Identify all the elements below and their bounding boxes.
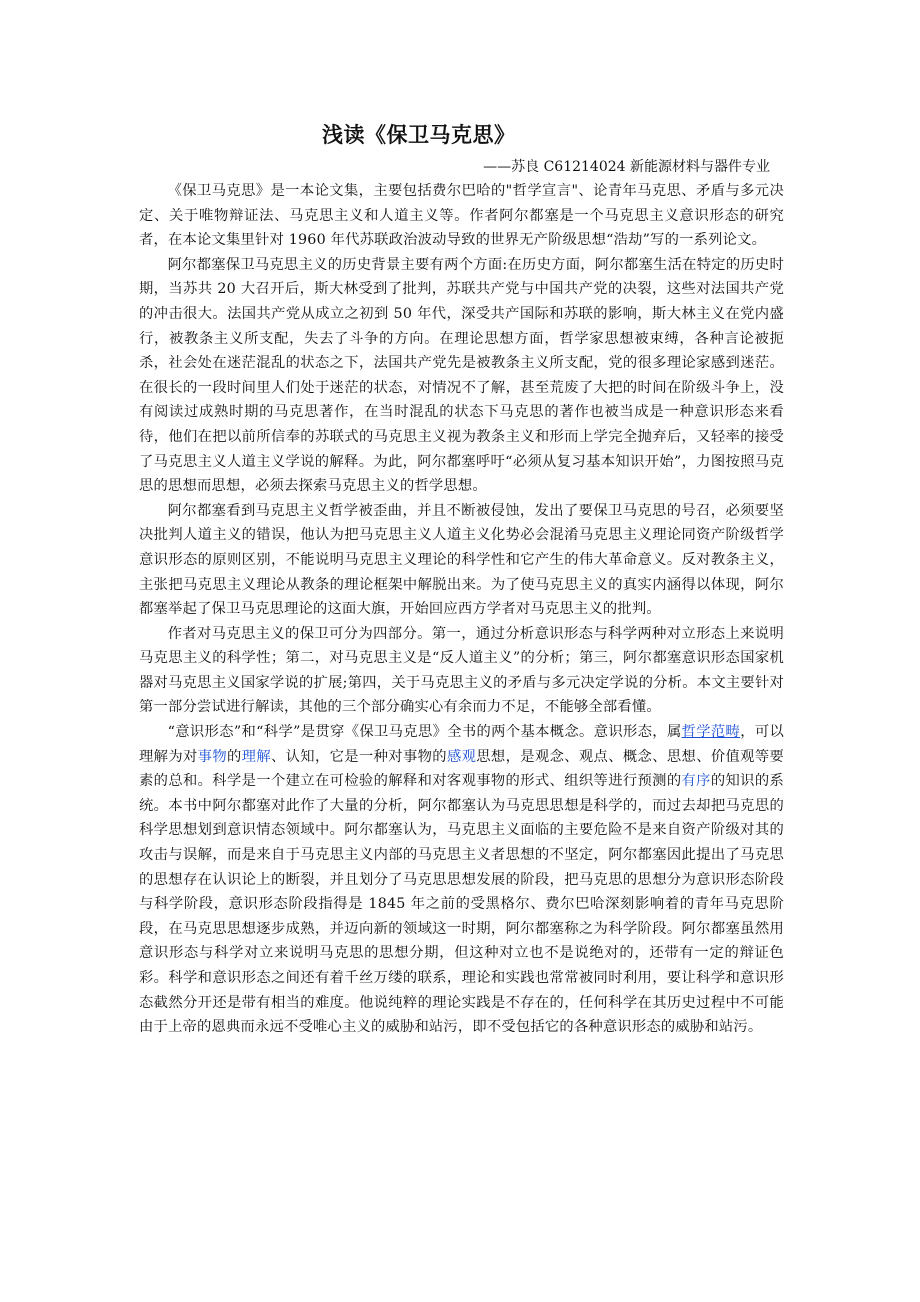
paragraph-four-parts: 作者对马克思主义的保卫可分为四部分。第一，通过分析意识形态与科学两种对立形态上来说明马克思主义的科学性；第二，对马克思主义是“反人道主义”的分析；第三，阿尔都塞意识形态国家机器对马克思主义国家学说的扩展;第四，关于马克思主义的矛盾与多元决定学说的分析。本文主要针对第一部分尝试进行解读，其他的三个部分确实心有余而力不足，不能够全部看懂。 (139, 625, 784, 716)
paragraph-defense-call: 阿尔都塞看到马克思主义哲学被歪曲，并且不断被侵蚀，发出了要保卫马克思的号召，必须要坚决批判人道主义的错误，他认为把马克思主义人道主义化势必会混淆马克思主义理论同资产阶级哲学意识形态的原则区别，不能说明马克思主义理论的科学性和它产生的伟大革命意义。反对教条主义，主张把马克思主义理论从教条的理论框架中解脱出来。为了使马克思主义的真实内涵得以体现，阿尔都塞举起了保卫马克思理论的这面大旗，开始回应西方学者对马克思主义的批判。 (139, 502, 784, 618)
paragraph-intro: 《保卫马克思》是一本论文集，主要包括费尔巴哈的"哲学宣言"、论青年马克思、矛盾与多元决定、关于唯物辩证法、马克思主义和人道主义等。作者阿尔都塞是一个马克思主义意识形态的研究者，在本论文集里针对 1960 年代苏联政治波动导致的世界无产阶级思想“浩劫”写的一系列论文。 (139, 183, 784, 249)
link-perception[interactable]: 感观 (446, 748, 477, 765)
link-ordered[interactable]: 有序 (681, 773, 711, 790)
text-segment: 的知识的系统。本书中阿尔都塞对此作了大量的分析，阿尔都塞认为马克思思想是科学的，而过去却把马克思的科学思想划到意识情态领域中。阿尔都塞认为，马克思主义面临的主要危险不是来自资产阶级对其的攻击与误解，而是来自于马克思主义内部的马克思主义者思想的不坚定，阿尔都塞因此提出了马克思的思想存在认识论上的断裂，并且划分了马克思思想发展的阶段，把马克思的思想分为意识形态阶段与科学阶段，意识形态阶段指得是 1845 年之前的受黑格尔、费尔巴哈深刻影响着的青年马克思阶段，在马克思思想逐步成熟，并迈向新的领域这一时期，阿尔都塞称之为科学阶段。阿尔都塞虽然用意识形态与科学对立来说明马克思的思想分期，但这种对立也不是说绝对的，还带有一定的辩证色彩。科学和意识形态之间还有着千丝万缕的联系，理论和实践也常常被同时利用，要让科学和意识形态截然分开还是带有相当的难度。他说纯粹的理论实践是不存在的，任何科学在其历史过程中不可能由于上帝的恩典而永远不受唯心主义的威胁和站污，即不受包括它的各种意识形态的威胁和站污。 (139, 773, 784, 1036)
link-philosophy-category[interactable]: 哲学范畴 (681, 724, 741, 741)
text-segment: 、认知，它是一种对事物的 (270, 748, 447, 765)
document-title: 浅读《保卫马克思》 (322, 123, 516, 147)
text-segment: “意识形态”和“科学”是贯穿《保卫马克思》全书的两个基本概念。意识形态，属 (167, 724, 682, 741)
paragraph-ideology-science (139, 720, 784, 1040)
document-body (139, 118, 784, 1040)
text-segment: 的 (226, 748, 242, 765)
link-understanding[interactable]: 理解 (241, 748, 271, 765)
text-segment: ，可以理解为对 (139, 724, 784, 765)
link-thing[interactable]: 事物 (197, 748, 227, 765)
text-segment: 思想，是观念、观点、概念、思想、价值观等要素的总和。科学是一个建立在可检验的解释和对客观事物的形式、组织等进行预测的 (139, 748, 784, 790)
paragraph-background: 阿尔都塞保卫马克思主义的历史背景主要有两个方面:在历史方面，阿尔都塞生活在特定的历史时期，当苏共 20 大召开后，斯大林受到了批判，苏联共产党与中国共产党的决裂，这些对法国共产党的冲击很大。法国共产党从成立之初到 50 年代，深受共产国际和苏联的影响，斯大林主义在党内盛行，被教条主义所支配，失去了斗争的方向。在理论思想方面，哲学家思想被束缚，各种言论被扼杀，社会处在迷茫混乱的状态之下，法国共产党先是被教条主义所支配，党的很多理论家感到迷茫。在很长的一段时间里人们处于迷茫的状态，对情况不了解，甚至荒废了大把的时间在阶级斗争上，没有阅读过成熟时期的马克思著作，在当时混乱的状态下马克思的著作也被当成是一种意识形态来看待，他们在把以前所信奉的苏联式的马克思主义视为教条主义和形而上学完全抛弃后，又轻率的接受了马克思主义人道主义学说的解释。为此，阿尔都塞呼吁“必须从复习基本知识开始”，力图按照马克思的思想而思想，必须去探索马克思主义的哲学思想。 (139, 256, 784, 495)
author-byline: ——苏良 C61214024 新能源材料与器件专业 (483, 159, 770, 175)
